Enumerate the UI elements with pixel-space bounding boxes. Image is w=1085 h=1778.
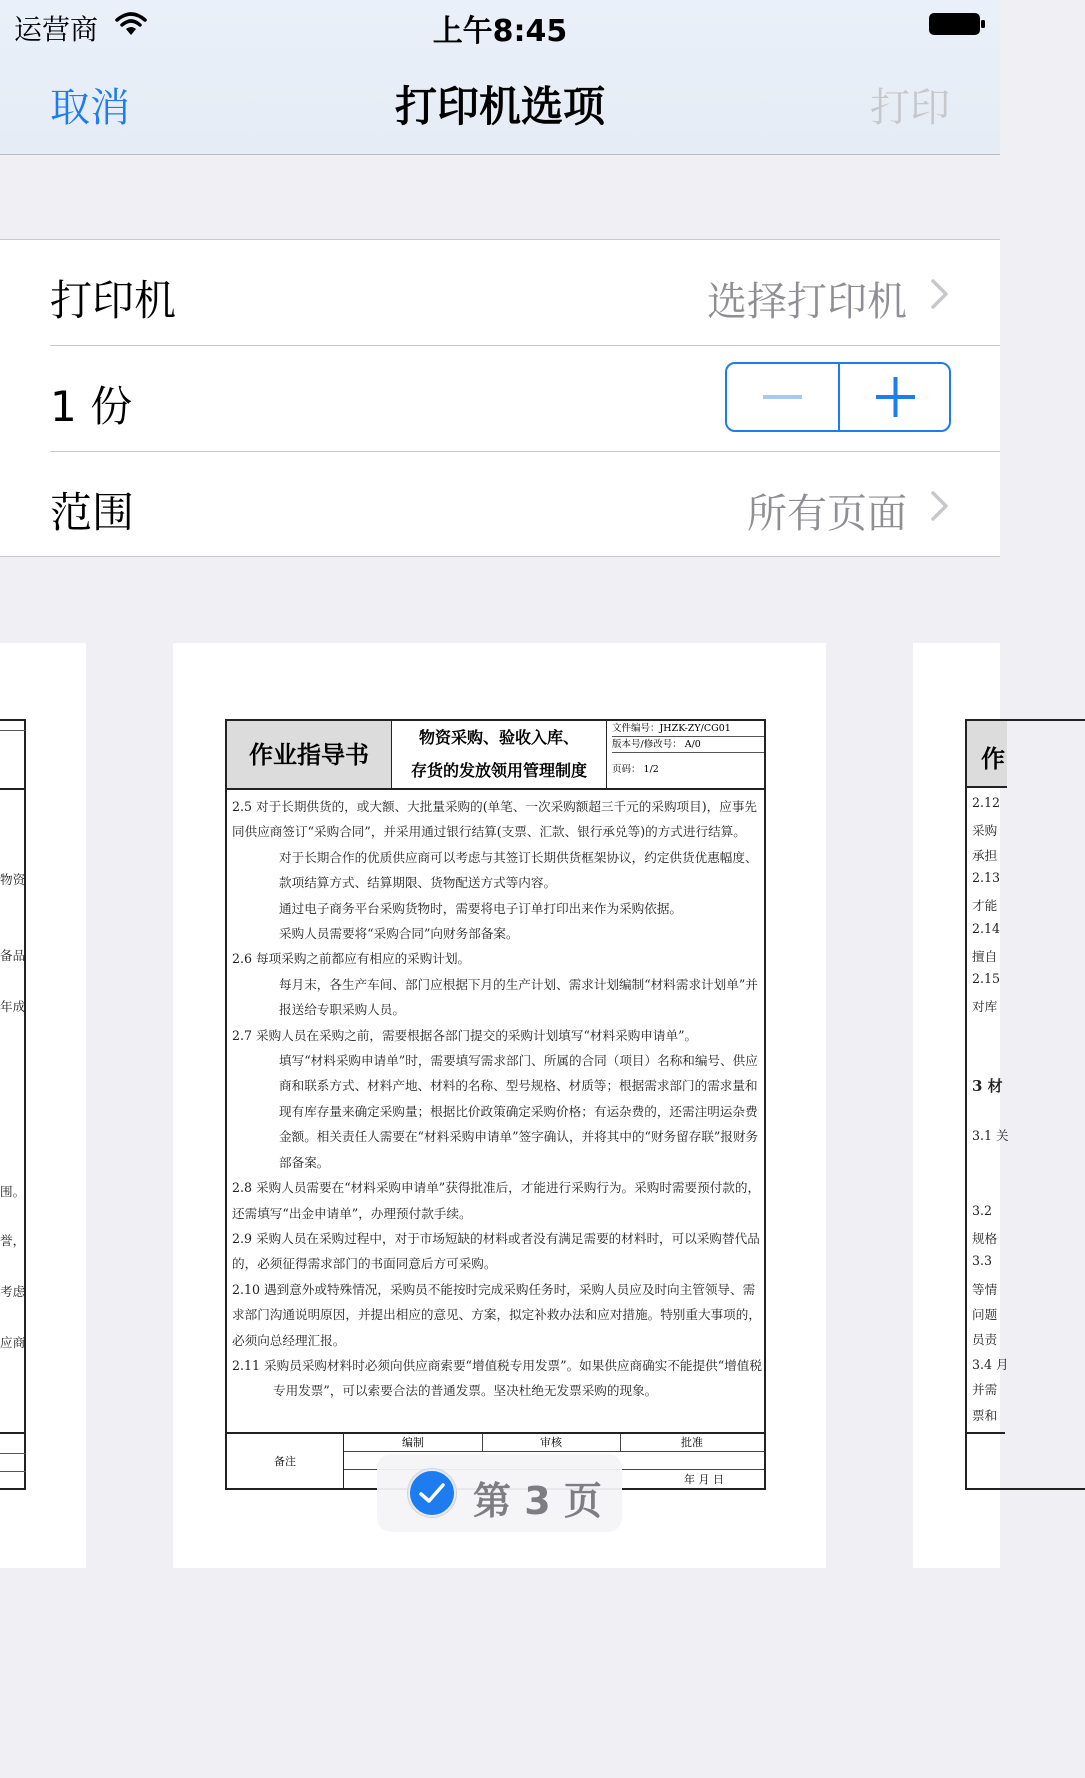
doc-type-title: 作业指导书	[227, 721, 392, 788]
side-fragment: 规格	[972, 1231, 998, 1246]
side-fragment: 2.13	[972, 870, 1001, 885]
navigation-bar	[0, 0, 1000, 155]
doc-paragraph: 2.7 采购人员在采购之前，需要根据各部门提交的采购计划填写“材料采购申请单”。	[232, 1027, 698, 1043]
doc-paragraph: 每月末，各生产车间、部门应根据下月的生产计划、需求计划编制“材料需求计划单”并报送给专职采购人员。	[279, 976, 758, 1018]
carrier-label: 运营商	[14, 13, 99, 46]
side-fragment: 誉，	[0, 1233, 26, 1248]
decrement-button[interactable]	[727, 364, 838, 430]
range-label: 范围	[50, 488, 135, 537]
page-selection-badge[interactable]	[377, 1454, 622, 1532]
footer-divider	[620, 1434, 621, 1452]
doc-paragraph: 2.9 采购人员在采购过程中，对于市场短缺的材料或者没有满足需要的材料时，可以采购替代品的，必须征得需求部门的书面同意后方可采购。	[232, 1230, 760, 1272]
side-fragment: 年成	[0, 999, 26, 1014]
checkmark-circle-icon	[407, 1468, 457, 1518]
side-fragment: 2.15	[972, 971, 1001, 986]
print-button[interactable]: 打印	[870, 85, 950, 131]
side-fragment: 3 材	[972, 1077, 1003, 1095]
side-fragment: 票和	[972, 1408, 998, 1423]
document-header	[227, 721, 764, 790]
side-fragment: 3.1 关	[972, 1128, 1009, 1143]
preview-page-next[interactable]	[913, 643, 1009, 1568]
doc-paragraph: 2.11 采购员采购材料时必须向供应商索要“增值税专用发票”。如果供应商确实不能提供“增值税专用发票”，可以索要合法的普通发票。坚决杜绝无发票采购的现象。	[232, 1357, 762, 1399]
side-fragment: 3.2	[972, 1203, 993, 1218]
side-fragment: 才能	[972, 898, 998, 913]
page-title: 打印机选项	[394, 82, 605, 131]
range-value: 所有页面	[747, 491, 907, 537]
doc-subject-line: 物资采购、验收入库、	[418, 728, 579, 747]
doc-paragraph: 2.5 对于长期供货的，或大额、大批量采购的(单笔、一次采购额超三千元的采购项目)，应事先同供应商签订“采购合同”，并采用通过银行结算(支票、汇款、银行承兑等)的方式进行结算。	[232, 799, 758, 840]
preview-page-previous[interactable]	[0, 643, 86, 1568]
next-page-header	[967, 721, 1007, 788]
printer-value: 选择打印机	[707, 279, 907, 325]
side-fragment: 对库	[972, 999, 998, 1014]
side-fragment: 3.4 月	[972, 1357, 1009, 1372]
copies-stepper	[725, 362, 951, 432]
table-line	[0, 730, 26, 731]
print-options-table	[0, 239, 1000, 557]
increment-button[interactable]	[840, 364, 951, 430]
table-line	[0, 1471, 26, 1472]
footer-reviewed: 审核	[482, 1434, 620, 1452]
printer-label: 打印机	[50, 276, 177, 325]
doc-version: 版本号/修改号： A/0	[612, 737, 764, 753]
preview-page-current[interactable]	[173, 643, 826, 1568]
side-fragment: 备品	[0, 948, 26, 963]
side-fragment: 作	[981, 744, 1005, 773]
doc-number: 文件编号：JHZK-ZY/CG01	[612, 721, 764, 737]
table-line	[0, 1453, 26, 1454]
doc-paragraph: 2.6 每项采购之前都应有相应的采购计划。	[232, 951, 471, 967]
status-bar	[0, 0, 1000, 50]
printer-row[interactable]	[0, 240, 1000, 346]
table-line	[0, 788, 26, 790]
cancel-button[interactable]: 取消	[50, 85, 130, 131]
battery-icon	[928, 12, 986, 36]
page-number-label: 第 3 页	[473, 1479, 602, 1523]
side-fragment: 物资	[0, 872, 26, 887]
footer-prepared: 编制	[344, 1434, 482, 1452]
side-fragment: 等情	[972, 1282, 998, 1297]
side-fragment: 2.12	[972, 795, 1001, 810]
doc-paragraph: 通过电子商务平台采购货物时，需要将电子订单打印出来作为采购依据。	[279, 900, 682, 916]
side-fragment: 2.14	[972, 921, 1001, 936]
side-fragment: 围。	[0, 1184, 26, 1199]
chevron-right-icon	[930, 490, 950, 522]
doc-subject-line: 存货的发放领用管理制度	[410, 761, 587, 780]
footer-remark: 备注	[227, 1434, 344, 1490]
doc-page-number: 页码： 1/2	[612, 764, 659, 775]
side-fragment: 考虑	[0, 1284, 26, 1299]
status-time: 上午8:45	[432, 14, 568, 49]
copies-label: 1 份	[50, 382, 133, 431]
footer-date: 年 月 日	[684, 1473, 724, 1486]
footer-approved: 批准	[620, 1434, 764, 1452]
chevron-right-icon	[930, 278, 950, 310]
side-fragment: 问题	[972, 1307, 998, 1322]
doc-meta	[607, 721, 764, 788]
side-fragment: 并需	[972, 1382, 998, 1397]
previous-page-frame	[0, 719, 26, 1490]
side-fragment: 3.3	[972, 1253, 993, 1268]
side-fragment: 应商	[0, 1335, 26, 1350]
side-fragment: 员责	[972, 1332, 998, 1347]
table-line	[965, 1432, 1005, 1434]
doc-paragraph: 填写“材料采购申请单”时，需要填写需求部门、所属的合同（项目）名称和编号、供应商和联系方式、材料产地、材料的名称、型号规格、材质等；根据需求部门的需求量和现有库存量来确定采购量；根据比价政策确定采购价格；有运杂费的，还需注明运杂费金额。相关责任人需要在“材料采购申请单”签字确认，并将其中的“财务留存联”报财务部备案。	[279, 1053, 759, 1170]
table-line	[0, 1432, 26, 1434]
side-fragment: 承担	[972, 848, 998, 863]
side-fragment: 擅自	[972, 949, 998, 964]
footer-divider	[482, 1434, 483, 1452]
document-body	[232, 794, 762, 1404]
doc-paragraph: 2.8 采购人员需要在“材料采购申请单”获得批准后，才能进行采购行为。采购时需要预付款的，还需填写“出金申请单”，办理预付款手续。	[232, 1180, 761, 1221]
range-row[interactable]	[0, 452, 1000, 558]
doc-paragraph: 采购人员需要将“采购合同”向财务部备案。	[279, 926, 519, 942]
document-page	[225, 719, 766, 1490]
doc-paragraph: 2.10 遇到意外或特殊情况，采购员不能按时完成采购任务时，采购人员应及时向主管领导、需求部门沟通说明原因，并提出相应的意见、方案，拟定补救办法和应对措施。特别重大事项的，必须向总经理汇报。	[232, 1281, 761, 1348]
doc-subject	[392, 721, 607, 788]
doc-paragraph: 对于长期合作的优质供应商可以考虑与其签订长期供货框架协议，约定供货优惠幅度、款项结算方式、结算期限、货物配送方式等内容。	[279, 849, 758, 891]
side-fragment: 采购	[972, 823, 998, 838]
